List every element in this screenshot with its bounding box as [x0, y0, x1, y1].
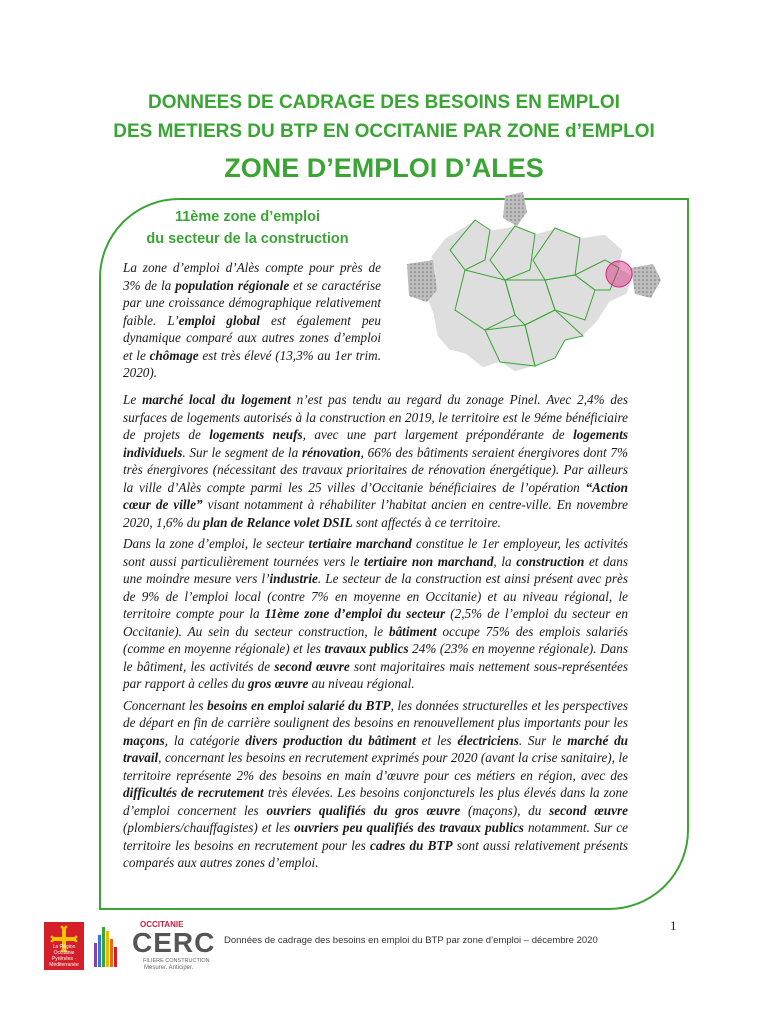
text-run: . Sur le [518, 732, 568, 748]
text-run: est également peu dynamique comparé aux autres zones d’emploi et le [123, 312, 381, 363]
text-run: , les données structurelles et les perspectives de départ en fin de carrière soulignent des besoins en renouvellement plus importants pour les [123, 697, 628, 730]
zone-title: ZONE D’EMPLOI D’ALES [224, 153, 544, 183]
bold-run: difficultés de recrutement [123, 785, 264, 800]
cerc-tagline: Mesurer. Anticiper. [144, 965, 194, 971]
text-run: La zone d’emploi d’Alès compte pour près de 3% de la [123, 260, 381, 293]
bold-run: ouvriers qualifiés du gros œuvre [266, 802, 461, 818]
bold-run: gros œuvre [247, 676, 309, 691]
bold-run: chômage [149, 347, 199, 363]
text-run: et les [415, 732, 458, 748]
occitanie-zone-map [405, 190, 670, 385]
footer-text: Données de cadrage des besoins en emploi du BTP par zone d’emploi – décembre 2020 [224, 935, 598, 946]
box-subtitle-2: du secteur de la construction [146, 231, 349, 247]
bold-run: logements individuels [123, 427, 629, 460]
cerc-region-label: OCCITANIE [140, 920, 184, 929]
bold-run: marché du travail [123, 732, 629, 765]
page-number: 1 [670, 918, 677, 933]
main-text [123, 391, 628, 876]
cerc-logo-text: CERC [132, 927, 216, 958]
text-run: , la catégorie [164, 732, 246, 748]
paragraph-sectors [123, 535, 628, 693]
neighbor-zone-east [631, 264, 661, 298]
title-line-1: DONNEES DE CADRAGE DES BESOINS EN EMPLOI [148, 92, 620, 113]
text-run: (plombiers/chauffagistes) et les [123, 820, 295, 835]
bold-run: cadres du BTP [370, 837, 453, 853]
bold-run: logements neufs [209, 427, 303, 442]
title-line-2: DES METIERS DU BTP EN OCCITANIE PAR ZONE d’EMPLOI [113, 121, 655, 142]
text-run: , concernant les besoins en recrutement exprimés pour 2020 (avant la crise sanitaire), le territoire représente 2% des besoins en main d’œuvre pour ces métiers en région, avec des [123, 750, 628, 783]
text-run: constitue le 1er employeur, les activités sont aussi particulièrement tournées vers le [123, 536, 629, 569]
bold-run: électriciens [457, 732, 519, 748]
text-run: Le [123, 392, 143, 407]
region-occitanie-logo [44, 922, 84, 970]
bold-run: emploi global [178, 312, 260, 328]
text-run: (maçons), du [460, 802, 550, 818]
text-run: Concernant les [123, 697, 208, 713]
text-run: sont majoritaires mais nettement sous-représentées par rapport à celles du [123, 658, 628, 691]
text-run: , 66% des bâtiments seraient énergivores dont 7% très énergivores (nécessitant des travaux prioritaires de rénovation énergétique). Par ailleurs la ville d’Alès compte parmi les 25 villes d’Occitanie bénéficiaires de l’opération [123, 444, 628, 495]
text-run: , avec une part largement prépondérante de [302, 427, 574, 442]
text-run: et se caractérise par une croissance démographique relativement faible. L’ [123, 277, 381, 328]
text-run: n’est pas tendu au regard du zonage Pinel. Avec 2,4% des surfaces de logements autorisés à la construction en 2019, le territoire est le 9éme bénéficiaire de projets de [123, 392, 629, 442]
text-run: . Sur le segment de la [182, 444, 302, 460]
bold-run: plan de Relance volet DSIL [203, 514, 353, 530]
ales-zone-highlight [606, 261, 632, 287]
bold-run: travaux publics [324, 641, 409, 656]
bold-run: “Action cœur de ville” [123, 479, 628, 512]
text-run: (2,5% de l’emploi du secteur en Occitanie). Au sein du secteur construction, le [123, 606, 628, 639]
paragraph-needs [123, 697, 628, 872]
bold-run: construction [516, 553, 585, 569]
bold-run: bâtiment [388, 623, 437, 639]
bold-run: rénovation [301, 444, 361, 460]
bold-run: population régionale [175, 277, 290, 293]
bold-run: maçons [123, 732, 165, 748]
bold-run: tertiaire marchand [308, 536, 412, 551]
text-run: et dans une moindre mesure vers l’ [123, 553, 628, 586]
text-run: . Le secteur de la construction est ainsi présent avec près de 9% de l’emploi local (contre 7% en moyenne en Occitanie) et au niveau régional, le territoire compte pour la [123, 571, 628, 621]
bold-run: divers production du bâtiment [245, 732, 416, 748]
bold-run: ouvriers peu qualifiés des travaux publics [294, 820, 524, 835]
bold-run: 11ème zone d’emploi du secteur [264, 606, 446, 621]
building-bars-logo [92, 923, 120, 969]
bold-run: marché local du logement [142, 392, 291, 407]
text-run: est très élevé (13,3% au 1er trim. 2020). [123, 347, 381, 380]
cerc-subtitle: FILIÈRE CONSTRUCTION [143, 958, 210, 964]
text-run: très élevées. Les besoins conjoncturels les plus élevés dans la zone d’emploi concernent les [123, 785, 628, 818]
text-run: 24% (23% en moyenne régionale). Dans le bâtiment, les activités de [123, 641, 628, 674]
text-run: sont affectés à ce territoire. [352, 514, 501, 530]
text-run: , la [493, 553, 517, 569]
text-run: notamment. Sur ce territoire les besoins en recrutement pour les [123, 820, 628, 853]
bold-run: second œuvre [549, 802, 628, 818]
box-subtitle-1: 11ème zone d’emploi [174, 209, 321, 225]
text-run: visant notamment à réhabiliter l’habitat ancien en centre-ville. En novembre 2020, 1,6% du [123, 497, 628, 530]
intro-paragraph [123, 259, 381, 382]
text-run: Dans la zone d’emploi, le secteur [123, 536, 309, 551]
text-run: sont aussi relativement présents comparés aux autres zones d’emploi. [123, 837, 629, 870]
neighbor-zone-north [503, 192, 527, 226]
bold-run: besoins en emploi salarié du BTP [207, 697, 391, 713]
text-run: occupe 75% des emplois salariés (comme en moyenne régionale) et les [123, 623, 629, 656]
bold-run: tertiaire non marchand [364, 553, 494, 569]
text-run: au niveau régional. [308, 676, 415, 691]
bold-run: second œuvre [274, 658, 350, 674]
region-logo-text: La Région Occitanie Pyrénées · Méditerranée [49, 944, 79, 968]
paragraph-housing [123, 391, 628, 531]
bold-run: industrie [269, 571, 318, 586]
